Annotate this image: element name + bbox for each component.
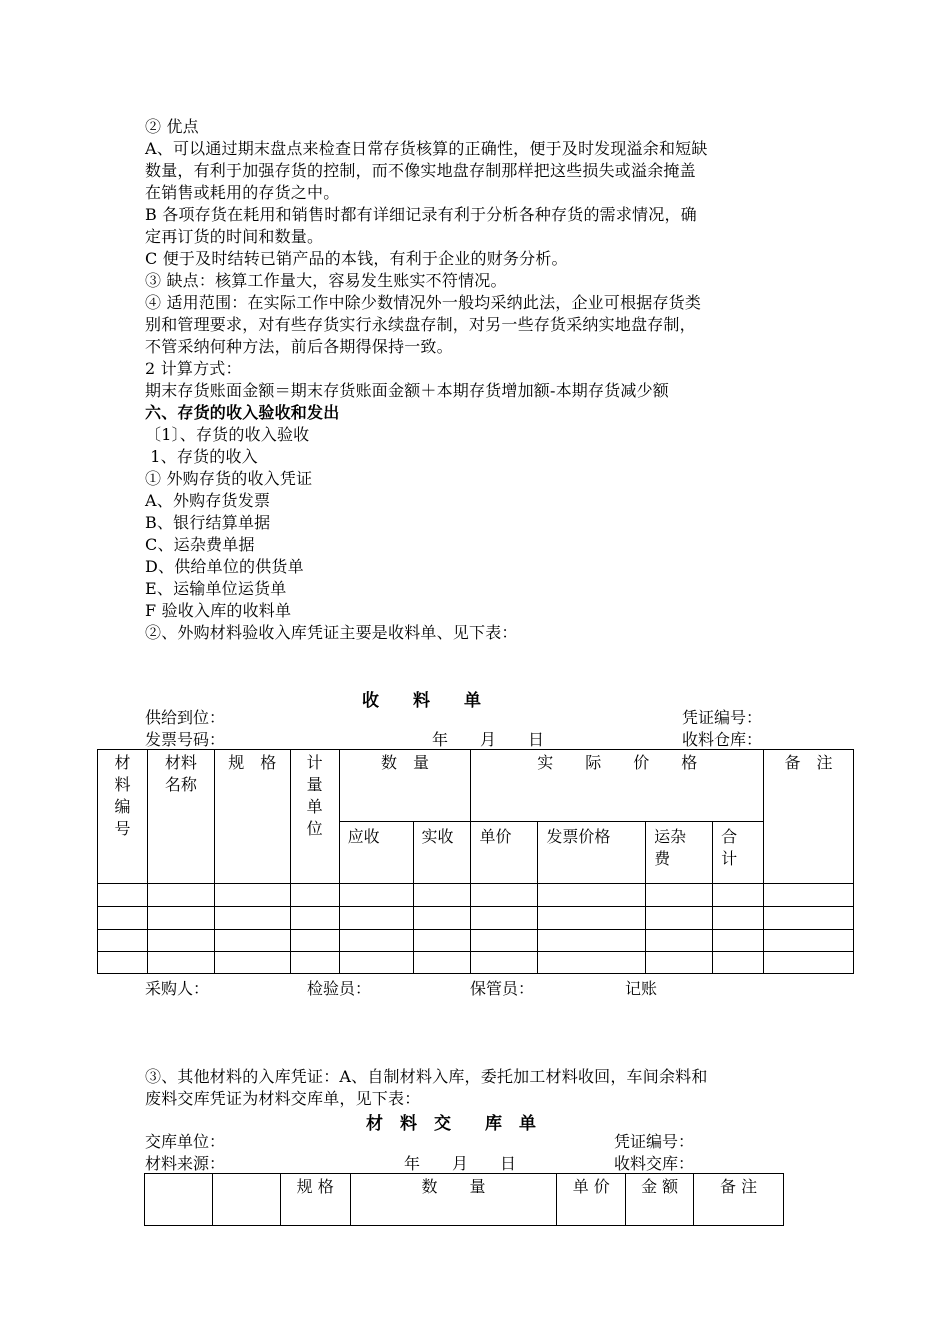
text-line: ① 外购存货的收入凭证 <box>145 469 313 488</box>
supplier-label: 供给到位： <box>145 708 226 727</box>
text-line: D、供给单位的供货单 <box>145 557 304 576</box>
header-material-number: 材料编号 <box>98 750 148 884</box>
text-line: 〔1〕、存货的收入验收 <box>145 425 310 444</box>
text-line: ④ 适用范围：在实际工作中除少数情况外一般均采纳此法，企业可根据存货类 <box>145 293 702 312</box>
text-line: 在销售或耗用的存货之中。 <box>145 183 340 202</box>
header-quantity: 数 量 <box>350 1174 557 1226</box>
text-line: C、运杂费单据 <box>145 535 255 554</box>
date-label: 年 月 日 <box>432 730 545 749</box>
keeper-label: 保管员： <box>470 979 535 998</box>
delivery-form-table <box>144 1173 784 1226</box>
header-quantity: 数 量 <box>339 750 471 822</box>
text-line: A、可以通过期末盘点来检查日常存货核算的正确性，便于及时发现溢余和短缺 <box>145 139 708 158</box>
header-invoice-price: 发票价格 <box>538 822 646 884</box>
text-line: 数量，有利于加强存货的控制，而不像实地盘存制那样把这些损失或溢余掩盖 <box>145 161 696 180</box>
bookkeeper-label: 记账 <box>625 979 658 998</box>
table-row <box>98 884 854 907</box>
text-line: B、银行结算单据 <box>145 513 271 532</box>
voucher-number-label: 凭证编号： <box>682 708 763 727</box>
header-freight: 运杂费 <box>646 822 713 884</box>
text-line: ③、其他材料的入库凭证：A、自制材料入库，委托加工材料收回，车间余料和 <box>145 1067 708 1086</box>
delivery-form-title: 材 料 交 库 单 <box>366 1114 536 1134</box>
warehouse-label: 收料交库： <box>614 1154 695 1173</box>
text-line: 废料交库凭证为材料交库单，见下表： <box>145 1089 421 1108</box>
table-row <box>98 952 854 974</box>
table-row <box>98 930 854 952</box>
header-unit-price: 单价 <box>471 822 538 884</box>
text-line: B 各项存货在耗用和销售时都有详细记录有利于分析各种存货的需求情况，确 <box>145 205 697 224</box>
receipt-form-table <box>97 749 854 974</box>
receipt-form-title: 收 料 单 <box>362 691 481 711</box>
table-row <box>98 907 854 930</box>
text-line: 1、存货的收入 <box>145 447 258 466</box>
source-label: 材料来源： <box>145 1154 226 1173</box>
text-line: E、运输单位运货单 <box>145 579 287 598</box>
header-remarks: 备 注 <box>764 750 854 884</box>
section-heading: 六、存货的收入验收和发出 <box>145 403 340 422</box>
text-line: C 便于及时结转已销产品的本钱，有利于企业的财务分析。 <box>145 249 568 268</box>
header-amount: 金 额 <box>626 1174 694 1226</box>
header-total: 合计 <box>713 822 764 884</box>
warehouse-label: 收料仓库： <box>682 730 763 749</box>
date-label: 年 月 日 <box>404 1154 517 1173</box>
header-material-name <box>212 1174 280 1226</box>
header-material-name: 材料名称 <box>147 750 214 884</box>
text-line: ② 优点 <box>145 117 199 136</box>
voucher-number-label: 凭证编号： <box>614 1132 695 1151</box>
inspector-label: 检验员： <box>307 979 372 998</box>
text-line: 不管采纳何种方法，前后各期得保持一致。 <box>145 337 453 356</box>
dept-label: 交库单位： <box>145 1132 226 1151</box>
text-line: F 验收入库的收料单 <box>145 601 292 620</box>
header-unit-price: 单 价 <box>557 1174 626 1226</box>
invoice-number-label: 发票号码： <box>145 730 226 749</box>
text-line: 2 计算方式： <box>145 359 242 378</box>
header-remarks: 备 注 <box>694 1174 784 1226</box>
header-spec: 规 格 <box>280 1174 350 1226</box>
buyer-label: 采购人： <box>145 979 210 998</box>
text-line: ②、外购材料验收入库凭证主要是收料单、见下表： <box>145 623 518 642</box>
header-unit: 计量单位 <box>290 750 339 884</box>
header-qty-due: 应收 <box>339 822 413 884</box>
header-spec: 规 格 <box>214 750 290 884</box>
text-line: A、外购存货发票 <box>145 491 271 510</box>
text-line: 别和管理要求，对有些存货实行永续盘存制，对另一些存货采纳实地盘存制， <box>145 315 696 334</box>
text-line: ③ 缺点：核算工作量大，容易发生账实不符情况。 <box>145 271 507 290</box>
header-material-number <box>145 1174 213 1226</box>
header-qty-received: 实收 <box>413 822 471 884</box>
header-actual-price: 实 际 价 格 <box>471 750 764 822</box>
text-line: 期末存货账面金额＝期末存货账面金额＋本期存货增加额-本期存货减少额 <box>145 381 670 400</box>
text-line: 定再订货的时间和数量。 <box>145 227 324 246</box>
